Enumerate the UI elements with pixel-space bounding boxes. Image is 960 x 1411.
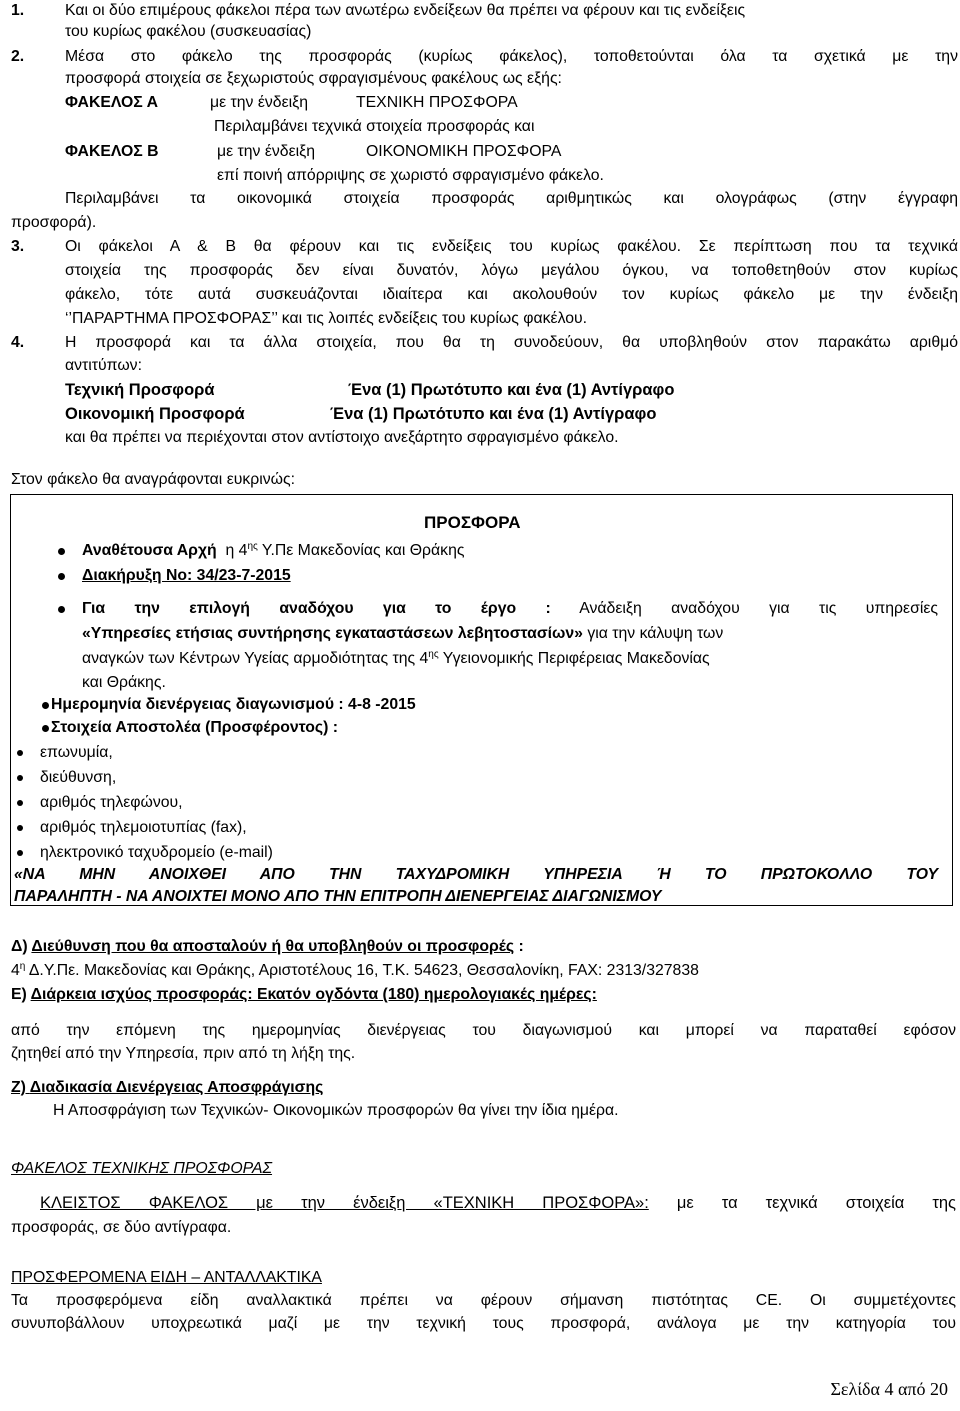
econ-offer-label: Οικονομική Προσφορά: [65, 405, 245, 423]
bullet-icon: [42, 725, 49, 732]
paragraph-3-line-4: ‘’ΠΑΡΑΡΤΗΜΑ ΠΡΟΣΦΟΡΑΣ’’ και τις λοιπές ενδείξεις του κυρίως φακέλου.: [65, 310, 588, 327]
authority-line: Αναθέτουσα Αρχή η $4^{\eta\varsigma}$ Υ.Πε Μακεδονίας και Θράκης: [82, 541, 465, 559]
paragraph-2b-line-2: προσφορά).: [11, 214, 97, 231]
paragraph-4-end: και θα πρέπει να περιέχονται στον αντίστοιχο ανεξάρτητο σφραγισμένο φάκελο.: [65, 429, 619, 446]
bullet-icon: [42, 702, 49, 709]
bullet-icon: [17, 800, 23, 806]
spare-parts-line-1: Τα προσφερόμενα είδη αναλλακτικά πρέπει να φέρουν σήμανση πιστότητας CE. Οι συμμετέχοντες: [11, 1292, 956, 1309]
econ-offer-copies: Ένα (1) Πρωτότυπο και ένα (1) Αντίγραφο: [330, 405, 657, 423]
sender-field: ηλεκτρονικό ταχυδρομείο (e-mail): [40, 844, 273, 861]
item-number-2: 2.: [11, 48, 25, 65]
fakelos-b-title: ΦΑΚΕΛΟΣ Β: [65, 143, 159, 160]
project-line-2: «Υπηρεσίες ετήσιας συντήρησης εγκαταστάσεων λεβητοστασίων» για την κάλυψη των: [82, 625, 724, 642]
bullet-icon: [58, 548, 65, 555]
sender-field: αριθμός τηλεμοιοτυπίας (fax),: [40, 819, 247, 836]
bullet-icon: [17, 750, 23, 756]
fakelos-a-title: ΦΑΚΕΛΟΣ Α: [65, 94, 158, 111]
paragraph-3-line-3: φάκελο, τότε αυτά συσκευάζονται ιδιαίτερα και ακολουθούν τον κυρίως φάκελο με την ένδειξη: [65, 286, 958, 303]
spare-parts-heading: ΠΡΟΣΦΕΡΟΜΕΝΑ ΕΙΔΗ – ΑΝΤΑΛΛΑΚΤΙΚΑ: [11, 1269, 322, 1286]
paragraph-2-line-2: προσφορά στοιχεία σε ξεχωριστούς σφραγισμένους φακέλους ως εξής:: [65, 70, 562, 87]
competition-date: Ημερομηνία διενέργειας διαγωνισμού : 4-8 -2015: [51, 696, 416, 713]
fakelos-b-label: ΟΙΚΟΝΟΜΙΚΗ ΠΡΟΣΦΟΡΑ: [366, 143, 562, 160]
sender-field: επωνυμία,: [40, 744, 113, 761]
envelope-intro: Στον φάκελο θα αναγράφονται ευκρινώς:: [11, 471, 296, 488]
spare-parts-line-2: συνυποβάλλουν υποχρεωτικά μαζί με την τεχνική τους προσφορά, ανάλογα με την κατηγορία του: [11, 1315, 956, 1332]
section-z-heading: Ζ) Διαδικασία Διενέργειας Αποσφράγισης: [11, 1079, 324, 1096]
paragraph-1-line-1: Και οι δύο επιμέρους φάκελοι πέρα των ανωτέρω ενδείξεων θα πρέπει να φέρουν και τις ενδείξεις: [65, 2, 746, 19]
fakelos-a-note: Περιλαμβάνει τεχνικά στοιχεία προσφοράς και: [214, 118, 535, 135]
section-z-text: Η Αποσφράγιση των Τεχνικών- Οικονομικών προσφορών θα γίνει την ίδια ημέρα.: [53, 1102, 619, 1119]
item-number-4: 4.: [11, 334, 25, 351]
fakelos-b-desc: με την ένδειξη: [217, 143, 315, 160]
bullet-icon: [58, 573, 65, 580]
paragraph-2b-line-1: Περιλαμβάνει τα οικονομικά στοιχεία προσφοράς αριθμητικώς και ολογράφως (στην έγγραφη: [65, 190, 958, 207]
section-e-text-line-1: από την επόμενη της ημερομηνίας διενέργειας του διαγωνισμού και μπορεί να παραταθεί εφόσον: [11, 1022, 956, 1039]
project-line-3: αναγκών των Κέντρων Υγείας αρμοδιότητας της $4^{\eta\varsigma}$ Υγειονομικής Περιφέρειας Μακεδονίας: [82, 649, 710, 667]
tender-number: Διακήρυξη Νο: 34/23-7-2015: [82, 567, 291, 584]
tech-offer-label: Τεχνική Προσφορά: [65, 381, 215, 399]
paragraph-3-line-2: στοιχεία της προσφοράς δεν είναι δυνατόν, λόγω μεγάλου όγκου, να τοποθετηθούν στον κυρίως: [65, 262, 958, 279]
item-number-1: 1.: [11, 2, 25, 19]
section-e-text-line-2: ζητηθεί από την Υπηρεσία, πριν από τη λήξη της.: [11, 1045, 356, 1062]
page-number: Σελίδα 4 από 20: [830, 1379, 948, 1399]
section-d-address: $4^\eta$ Δ.Υ.Πε. Μακεδονίας και Θράκης, Αριστοτέλους 16, Τ.Κ. 54623, Θεσσαλονίκη, FAX: 2313/327838: [11, 961, 699, 979]
project-line-4: και Θράκης.: [82, 674, 166, 691]
bullet-icon: [17, 825, 23, 831]
tech-folder-line-1: ΚΛΕΙΣΤΟΣ ΦΑΚΕΛΟΣ με την ένδειξη «ΤΕΧΝΙΚΗ ΠΡΟΣΦΟΡΑ»: με τα τεχνικά στοιχεία της: [40, 1194, 957, 1212]
sender-field: διεύθυνση,: [40, 769, 117, 786]
fakelos-a-label: ΤΕΧΝΙΚΗ ΠΡΟΣΦΟΡΑ: [356, 94, 518, 111]
bullet-icon: [17, 850, 23, 856]
section-e-heading: Ε) Διάρκεια ισχύος προσφοράς: Εκατόν ογδόντα (180) ημερολογιακές ημέρες:: [11, 986, 597, 1003]
paragraph-3-line-1: Οι φάκελοι Α & Β θα φέρουν και τις ενδείξεις του κυρίως φακέλου. Σε περίπτωση που τα τεχνικά: [65, 238, 958, 255]
warning-line-1: «ΝΑ ΜΗΝ ΑΝΟΙΧΘΕΙ ΑΠΟ ΤΗΝ ΤΑΧΥΔΡΟΜΙΚΗ ΥΠΗΡΕΣΙΑ Ή ΤΟ ΠΡΩΤΟΚΟΛΛΟ ΤΟΥ: [14, 866, 938, 883]
warning-line-2: ΠΑΡΑΛΗΠΤΗ - ΝΑ ΑΝΟΙΧΤΕΙ ΜΟΝΟ ΑΠΟ ΤΗΝ ΕΠΙΤΡΟΠΗ ΔΙΕΝΕΡΓΕΙΑΣ ΔΙΑΓΩΝΙΣΜΟΥ: [14, 888, 662, 905]
item-number-3: 3.: [11, 238, 25, 255]
fakelos-a-desc: με την ένδειξη: [210, 94, 308, 111]
bullet-icon: [17, 775, 23, 781]
project-line-1: Για την επιλογή αναδόχου για το έργο : Ανάδειξη αναδόχου για τις υπηρεσίες: [82, 600, 938, 617]
tech-folder-heading: ΦΑΚΕΛΟΣ ΤΕΧΝΙΚΗΣ ΠΡΟΣΦΟΡΑΣ: [11, 1160, 273, 1177]
tech-offer-copies: Ένα (1) Πρωτότυπο και ένα (1) Αντίγραφο: [348, 381, 675, 399]
tech-folder-line-2: προσφοράς, σε δύο αντίγραφα.: [11, 1219, 232, 1236]
paragraph-1-line-2: του κυρίως φακέλου (συσκευασίας): [65, 23, 312, 40]
bullet-icon: [58, 606, 65, 613]
box-title: ΠΡΟΣΦΟΡΑ: [424, 513, 521, 532]
paragraph-4-line-2: αντιτύπων:: [65, 357, 142, 374]
sender-field: αριθμός τηλεφώνου,: [40, 794, 183, 811]
paragraph-2-line-1: Μέσα στο φάκελο της προσφοράς (κυρίως φάκελος), τοποθετούνται όλα τα σχετικά με την: [65, 48, 958, 65]
paragraph-4-line-1: Η προσφορά και τα άλλα στοιχεία, που θα τη συνοδεύουν, θα υποβληθούν στον παρακάτω αριθμό: [65, 334, 958, 351]
sender-details-heading: Στοιχεία Αποστολέα (Προσφέροντος) :: [51, 719, 339, 736]
section-d-heading: Δ) Διεύθυνση που θα αποσταλούν ή θα υποβληθούν οι προσφορές :: [11, 938, 524, 955]
fakelos-b-note: επί ποινή απόρριψης σε χωριστό σφραγισμένο φάκελο.: [217, 167, 604, 184]
